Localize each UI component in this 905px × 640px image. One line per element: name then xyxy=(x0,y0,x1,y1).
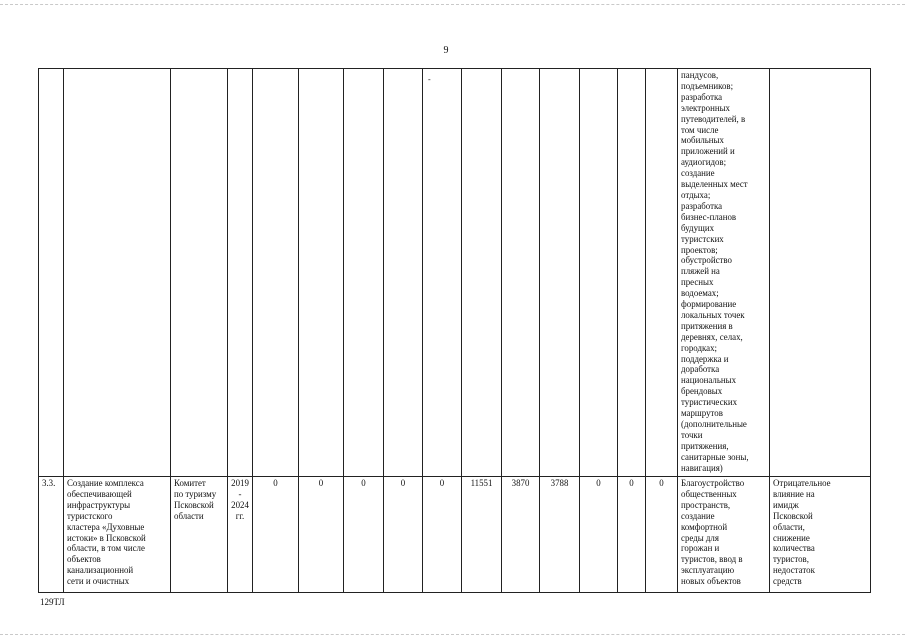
cell-value xyxy=(384,69,423,477)
cell-value xyxy=(646,69,678,477)
cell-executor: Комитет по туризму Псковской области xyxy=(171,477,228,593)
page-number: 9 xyxy=(443,45,449,56)
scan-edge-top xyxy=(0,4,905,5)
cell-num: 3.3. xyxy=(39,477,64,593)
cell-consequences: Отрицательное влияние на имидж Псковской области, снижение количества туристов, недостаток средств xyxy=(770,477,871,593)
cell-value xyxy=(618,69,646,477)
cell-results: пандусов, подъемников; разработка электронных путеводителей, в том числе мобильных приложений и аудиогидов; создание выделенных мест отдыха; разработка бизнес-планов будущих туристских проектов; обустройство пляжей на пресных водоемах; формирование локальных точек притяжения в деревнях, селах, городках; поддержка и доработка национальных брендовых туристических маршрутов (дополнительные точки притяжения, санитарные зоны, навигация) xyxy=(678,69,770,477)
document-code: 129ТЛ xyxy=(40,597,65,607)
cell-value: 0 xyxy=(580,477,618,593)
cell-value: 0 xyxy=(253,477,299,593)
cell-value xyxy=(299,69,344,477)
cell-results: Благоустройство общественных пространств, создание комфортной среды для горожан и туристов, ввод в эксплуатацию новых объектов xyxy=(678,477,770,593)
table-row-continued xyxy=(39,69,871,477)
cell-value: 0 xyxy=(646,477,678,593)
cell-num xyxy=(39,69,64,477)
cell-value xyxy=(344,69,384,477)
table-row-3-3 xyxy=(39,477,871,593)
cell-value: 3788 xyxy=(540,477,580,593)
cell-consequences xyxy=(770,69,871,477)
cell-value: 3870 xyxy=(502,477,540,593)
cell-value xyxy=(423,69,462,477)
cell-value xyxy=(462,69,502,477)
cell-period: 2019 - 2024 гг. xyxy=(228,477,253,593)
cell-mark: - xyxy=(428,75,431,84)
cell-value: 0 xyxy=(618,477,646,593)
cell-value: 0 xyxy=(344,477,384,593)
cell-value xyxy=(580,69,618,477)
cell-value xyxy=(253,69,299,477)
program-table xyxy=(38,68,871,593)
cell-value xyxy=(502,69,540,477)
cell-name xyxy=(64,69,171,477)
cell-value: 0 xyxy=(299,477,344,593)
cell-value: 0 xyxy=(384,477,423,593)
cell-value: 0 xyxy=(423,477,462,593)
cell-executor xyxy=(171,69,228,477)
cell-name: Создание комплекса обеспечивающей инфраструктуры туристского кластера «Духовные истоки» в Псковской области, в том числе объектов канализационной сети и очистных xyxy=(64,477,171,593)
cell-value: 11551 xyxy=(462,477,502,593)
cell-value xyxy=(540,69,580,477)
cell-period xyxy=(228,69,253,477)
scan-edge-bottom xyxy=(0,634,905,635)
